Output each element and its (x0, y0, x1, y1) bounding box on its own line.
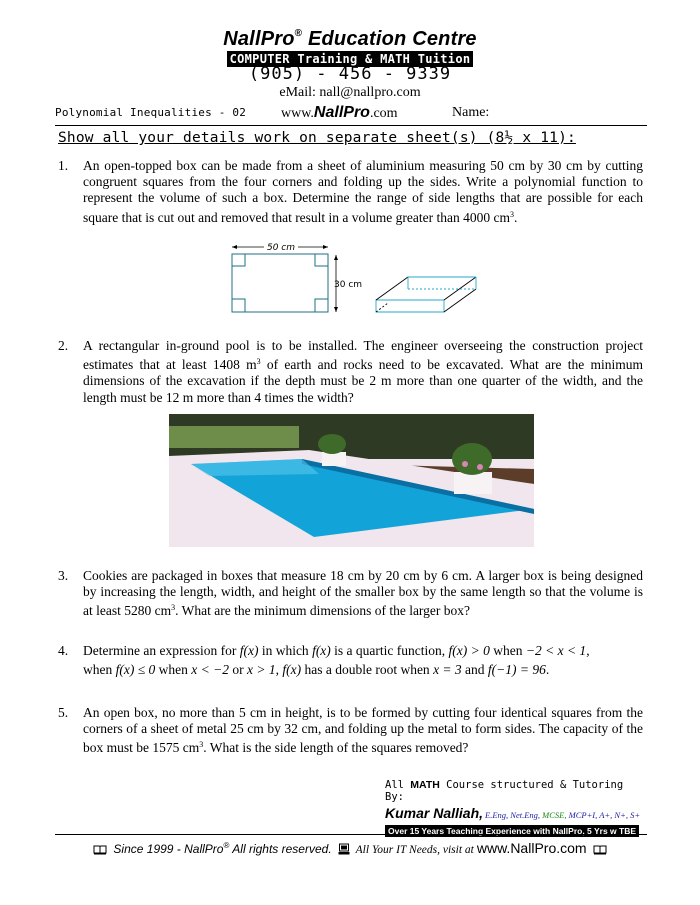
question-text (83, 705, 643, 757)
corner-square-tr (315, 254, 328, 266)
flower (477, 464, 483, 470)
credit-line (385, 779, 647, 791)
math-expr: x > 1 (247, 662, 276, 677)
brand-suffix: Education Centre (302, 28, 477, 50)
registered-mark: ® (223, 841, 230, 850)
text-part: Determine an expression for (83, 643, 240, 658)
open-box-icon (376, 277, 476, 312)
question-3 (58, 568, 643, 620)
math-expr: f(x) (239, 643, 259, 658)
tagline: COMPUTER Training & MATH Tuition (227, 51, 474, 67)
credit-text: All (385, 779, 411, 791)
superscript: 3 (510, 209, 514, 219)
qualification: E.Eng, Net.Eng, (485, 810, 541, 820)
question-body-cont: . What is the side length of the squares removed? (203, 740, 469, 756)
question-end: . (514, 209, 518, 225)
site-brand: NallPro (313, 104, 370, 121)
flower (462, 461, 468, 467)
question-5 (58, 705, 643, 757)
superscript: 3 (199, 740, 204, 750)
height-label: 30 cm (334, 280, 363, 290)
text-part: , (275, 662, 283, 677)
instructions: Show all your details work on separate sheet(s) (8½ x 11): (58, 130, 576, 146)
math-expr: x = 3 (433, 662, 462, 677)
planter-left (322, 452, 346, 466)
phone-number: (905) - 456 - 9339 (248, 64, 452, 84)
tutor-credit (385, 779, 647, 839)
copyright-text: Since 1999 - NallPro (113, 842, 224, 856)
worksheet-topic: Polynomial Inequalities - 02 (55, 106, 247, 119)
text-part: has a double root when (301, 662, 434, 677)
footer-url-link[interactable]: www.NallPro.com (476, 840, 587, 856)
plant-left (318, 434, 346, 454)
question-number: 3. (58, 568, 69, 583)
worksheet-meta-row (55, 104, 645, 124)
lawn (169, 426, 299, 448)
text-part: and (461, 662, 488, 677)
tutor-qualifications (485, 810, 640, 820)
text-part: when (155, 662, 192, 677)
sheet-outline (232, 254, 328, 312)
question-text (83, 568, 643, 620)
brand-name: NallPro (223, 28, 295, 50)
credit-by: By: (385, 791, 404, 803)
math-expr: −2 < x < 1 (525, 643, 587, 658)
text-part: when (489, 643, 526, 658)
question-body: A rectangular in-ground pool is to be installed. The engineer overseeing the construction project estimates that at least 1408 m (83, 338, 643, 373)
superscript: 3 (171, 603, 176, 613)
credit-math: MATH (410, 779, 440, 791)
arrow-head-up-icon (334, 255, 338, 260)
planter-right (454, 472, 492, 494)
footer-divider (55, 834, 647, 835)
question-1 (58, 158, 643, 226)
math-expr: f(x) (282, 662, 302, 677)
brand-title (0, 28, 700, 51)
question-text (83, 338, 643, 406)
arrow-head-down-icon (334, 307, 338, 312)
superscript: 3 (256, 357, 261, 367)
corner-square-br (315, 299, 328, 312)
tutor-name: Kumar Nalliah, (385, 805, 484, 821)
site-suffix: .com (369, 106, 398, 121)
arrow-head-right-icon (323, 245, 328, 249)
site-link[interactable] (281, 104, 398, 122)
arrow-head-left-icon (232, 245, 237, 249)
experience-banner: Over 15 Years Teaching Experience with NallPro, 5 Yrs w TBE (385, 825, 639, 837)
question-body-cont: . What are the minimum dimensions of the larger box? (175, 603, 471, 619)
question-number: 1. (58, 158, 69, 173)
copyright-tail: All rights reserved. (229, 842, 332, 856)
math-expr: x < −2 (191, 662, 229, 677)
question-body: Cookies are packaged in boxes that measure 18 cm by 20 cm by 6 cm. A larger box is being designed by increasing the length, width, and height of the smaller box by the same length so that the volume is at least 5280 cm (83, 568, 643, 619)
question-text (83, 158, 643, 226)
text-part: is a quartic function, (330, 643, 449, 658)
plant-right (452, 443, 492, 475)
question-number: 4. (58, 643, 69, 658)
qualification: MCSE, (542, 810, 567, 820)
math-expr: f(−1) = 96 (487, 662, 546, 677)
width-label: 50 cm (266, 243, 296, 253)
sheet-diagram (232, 241, 362, 312)
site-prefix: www. (281, 106, 314, 121)
it-needs-text: All Your IT Needs, visit at (355, 844, 474, 856)
copyright (113, 842, 331, 856)
text-part: , (586, 643, 590, 658)
text-part: when (83, 662, 116, 677)
question-number: 5. (58, 705, 69, 720)
math-expr: f(x) > 0 (448, 643, 490, 658)
question-body: An open-topped box can be made from a sheet of aluminium measuring 50 cm by 30 cm by cutting congruent squares from the four corners and folding up the sides. Write a polynomial function to represent the volume of such a box. Determine the range of side lengths that are possible for each square that is cut out and removed that result in a volume greater than 4000 cm (83, 158, 643, 225)
question-body: An open box, no more than 5 cm in height, is to be formed by cutting four identical squares from the corners of a sheet of metal 25 cm by 32 cm, and folding up the metal to form sides. The capacity of the box must be 1575 cm (83, 705, 643, 756)
question-number: 2. (58, 338, 69, 353)
question-2 (58, 338, 643, 406)
corner-square-bl (232, 299, 245, 312)
email: eMail: nall@nallpro.com (279, 85, 421, 100)
book-icon (93, 844, 107, 855)
text-part: . (545, 662, 550, 677)
math-expr: f(x) (312, 643, 331, 658)
book-icon (593, 844, 607, 855)
header-divider (55, 125, 647, 126)
question-text (83, 641, 643, 679)
qualification: MCP+I, A+, N+, S+ (568, 810, 641, 820)
credit-text: Course structured & Tutoring (439, 779, 624, 791)
registered-mark: ® (294, 28, 303, 39)
question-body-cont: of earth and rocks need to be excavated. What are the minimum dimensions of the excavation if the depth must be 2 m more than one quarter of the width, and the length must be 12 m more than 4 times the width? (83, 357, 643, 405)
question-4 (58, 641, 643, 679)
footer (0, 840, 700, 857)
text-part: in which (258, 643, 313, 658)
box-diagram (226, 240, 486, 320)
tutor-name-line (385, 805, 647, 821)
computer-icon (338, 843, 350, 855)
pool-photo (169, 414, 534, 547)
corner-square-tl (232, 254, 245, 266)
math-expr: f(x) ≤ 0 (115, 662, 156, 677)
name-label: Name: (452, 105, 490, 120)
text-part: or (229, 662, 247, 677)
